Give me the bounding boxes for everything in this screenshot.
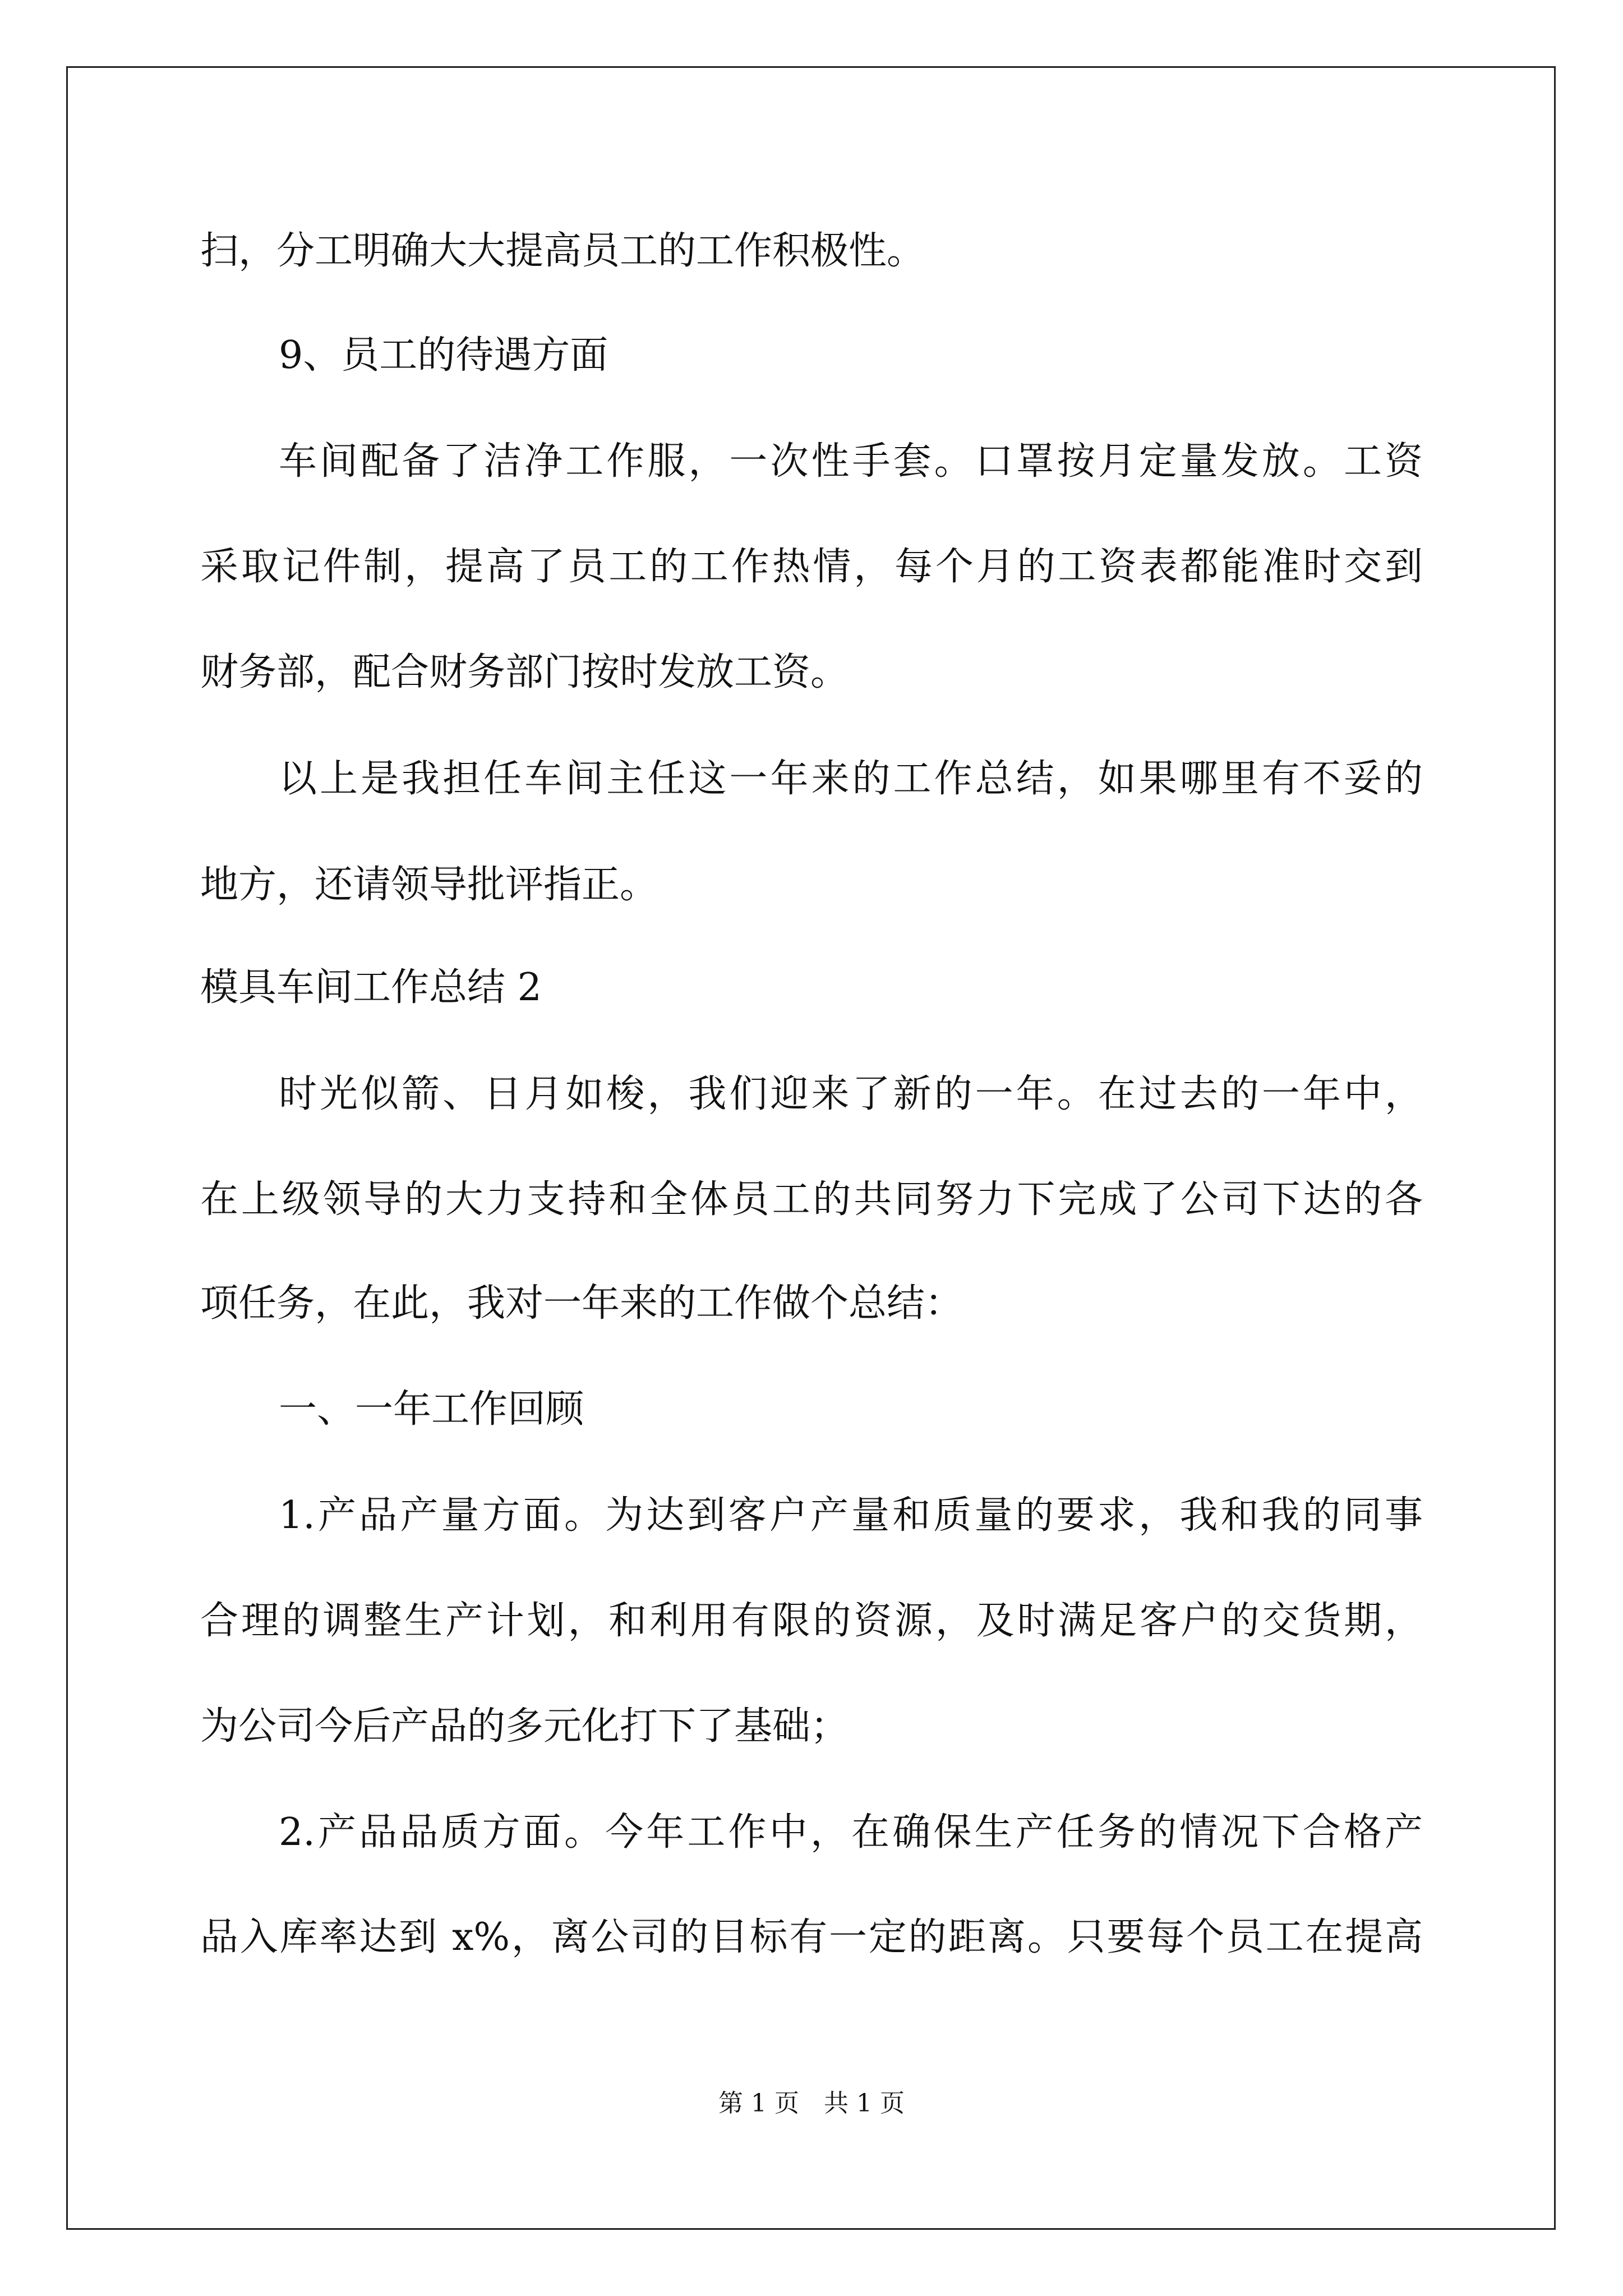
section-heading: 一、一年工作回顾 — [279, 1387, 584, 1432]
paragraph-line: 为公司今后产品的多元化打下了基础； — [200, 1704, 849, 1749]
paragraph-line: 品入库率达到 x%，离公司的目标有一定的距离。只要每个员工在提高 — [200, 1915, 1423, 1959]
paragraph-line: 财务部，配合财务部门按时发放工资。 — [200, 650, 849, 694]
page-border — [66, 66, 1556, 2230]
section-heading: 9、员工的待遇方面 — [279, 333, 608, 378]
paragraph-line: 1.产品产量方面。为达到客户产量和质量的要求，我和我的同事 — [279, 1493, 1423, 1538]
paragraph-line: 项任务，在此，我对一年来的工作做个总结： — [200, 1281, 963, 1326]
paragraph-line: 在上级领导的大力支持和全体员工的共同努力下完成了公司下达的各 — [200, 1177, 1423, 1222]
paragraph-line: 2.产品品质方面。今年工作中，在确保生产任务的情况下合格产 — [279, 1810, 1423, 1855]
paragraph-line: 车间配备了洁净工作服，一次性手套。口罩按月定量发放。工资 — [279, 439, 1423, 484]
paragraph-line: 地方，还请领导批评指正。 — [200, 863, 658, 907]
paragraph-line: 扫，分工明确大大提高员工的工作积极性。 — [200, 229, 925, 273]
paragraph-line: 采取记件制，提高了员工的工作热情，每个月的工资表都能准时交到 — [200, 545, 1423, 589]
paragraph-line: 以上是我担任车间主任这一年来的工作总结，如果哪里有不妥的 — [279, 757, 1423, 801]
paragraph-line: 时光似箭、日月如梭，我们迎来了新的一年。在过去的一年中， — [279, 1072, 1423, 1116]
page-number-footer: 第 1 页 共 1 页 — [718, 2089, 905, 2118]
article-title: 模具车间工作总结 2 — [200, 965, 542, 1010]
paragraph-line: 合理的调整生产计划，和利用有限的资源，及时满足客户的交货期， — [200, 1599, 1423, 1643]
